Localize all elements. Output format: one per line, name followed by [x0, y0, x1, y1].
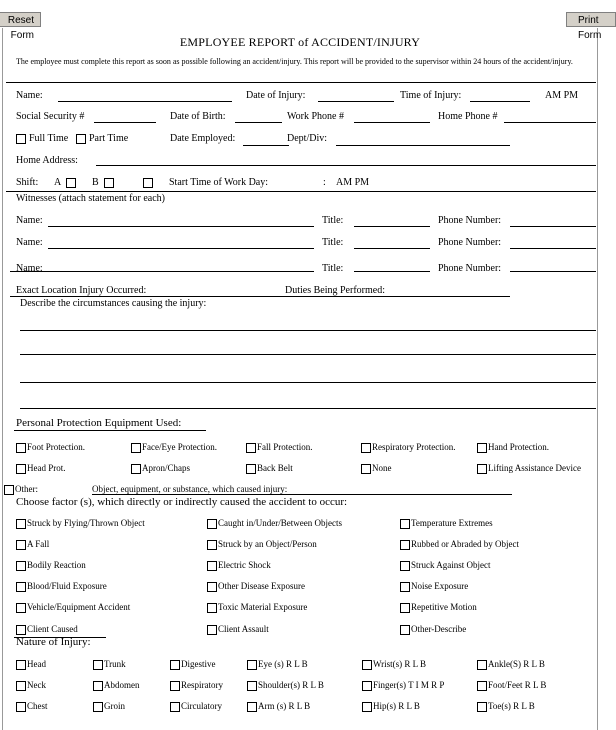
ppe-none-label: None — [372, 463, 392, 473]
factor-blood-fluid-exposure-label: Blood/Fluid Exposure — [27, 581, 107, 591]
reset-form-button[interactable]: Reset Form — [0, 12, 41, 27]
factor-toxic-material-exposure-label: Toxic Material Exposure — [218, 602, 308, 612]
home-address-field[interactable] — [96, 165, 596, 166]
nature-trunk-label: Trunk — [104, 659, 126, 669]
ppe-none-checkbox[interactable] — [361, 464, 371, 474]
exact-location-label: Exact Location Injury Occurred: — [16, 285, 147, 296]
ppe-other-field[interactable] — [92, 494, 512, 495]
factor-client-caused-checkbox[interactable] — [16, 625, 26, 635]
section-divider — [6, 191, 596, 192]
nature-shoulder-s-r-l-b-label: Shoulder(s) R L B — [258, 680, 324, 690]
ppe-apron-checkbox[interactable] — [131, 464, 141, 474]
witness-3-phone-field[interactable] — [510, 271, 596, 272]
print-form-button[interactable]: Print Form — [566, 12, 616, 27]
shift-a-label: A — [54, 177, 62, 188]
nature-digestive-checkbox[interactable] — [170, 660, 180, 670]
nature-arm-s-r-l-b-label: Arm (s) R L B — [258, 701, 311, 711]
witnesses-header: Witnesses (attach statement for each) — [16, 193, 165, 204]
factor-temperature-extremes-checkbox[interactable] — [400, 519, 410, 529]
nature-foot-feet-r-l-b-label: Foot/Feet R L B — [488, 680, 547, 690]
nature-toe-s-r-l-b-label: Toe(s) R L B — [488, 701, 535, 711]
nature-wrist-s-r-l-b-checkbox[interactable] — [362, 660, 372, 670]
factor-noise-exposure-label: Noise Exposure — [411, 581, 469, 591]
shift-a-checkbox[interactable] — [66, 178, 76, 188]
start-time-am-pm: AM PM — [336, 177, 370, 188]
witness-2-title-label: Title: — [322, 237, 344, 248]
factor-caught-in-under-between-objects-label: Caught in/Under/Between Objects — [218, 518, 342, 528]
nature-arm-s-r-l-b-checkbox[interactable] — [247, 702, 257, 712]
witness-2-name-label: Name: — [16, 237, 43, 248]
factor-client-assault-label: Client Assault — [218, 624, 269, 634]
ppe-back-belt-checkbox[interactable] — [246, 464, 256, 474]
form-border-left — [2, 28, 3, 730]
ppe-hand-checkbox[interactable] — [477, 443, 487, 453]
ppe-back-belt-label: Back Belt — [257, 463, 293, 473]
nature-header: Nature of Injury: — [16, 636, 91, 648]
nature-toe-s-r-l-b-checkbox[interactable] — [477, 702, 487, 712]
describe-line-2[interactable] — [20, 354, 596, 355]
ppe-other-label: Other: — [15, 484, 38, 494]
factor-struck-by-an-object-person-checkbox[interactable] — [207, 540, 217, 550]
shift-b-label: B — [92, 177, 99, 188]
date-of-injury-field[interactable] — [318, 101, 394, 102]
ppe-face-eye-label: Face/Eye Protection. — [142, 442, 217, 452]
factor-bodily-reaction-checkbox[interactable] — [16, 561, 26, 571]
factor-struck-against-object-checkbox[interactable] — [400, 561, 410, 571]
start-time-label: Start Time of Work Day: — [169, 177, 269, 188]
ppe-other-checkbox[interactable] — [4, 485, 14, 495]
factor-other-disease-exposure-label: Other Disease Exposure — [218, 581, 305, 591]
witness-3-title-label: Title: — [322, 263, 344, 274]
factor-struck-by-an-object-person-label: Struck by an Object/Person — [218, 539, 317, 549]
nature-respiratory-checkbox[interactable] — [170, 681, 180, 691]
describe-line-1[interactable] — [20, 330, 596, 331]
factor-other-disease-exposure-checkbox[interactable] — [207, 582, 217, 592]
nature-respiratory-label: Respiratory — [181, 680, 223, 690]
work-phone-label: Work Phone # — [287, 111, 344, 122]
ppe-face-eye-checkbox[interactable] — [131, 443, 141, 453]
witness-1-phone-field[interactable] — [510, 226, 596, 227]
part-time-label: Part Time — [89, 133, 129, 144]
nature-head-label: Head — [27, 659, 46, 669]
ppe-foot-checkbox[interactable] — [16, 443, 26, 453]
ppe-head-label: Head Prot. — [27, 463, 66, 473]
nature-digestive-label: Digestive — [181, 659, 216, 669]
dob-field[interactable] — [235, 122, 282, 123]
factor-blood-fluid-exposure-checkbox[interactable] — [16, 582, 26, 592]
date-of-injury-label: Date of Injury: — [246, 90, 306, 101]
shift-b-checkbox[interactable] — [104, 178, 114, 188]
nature-eye-s-r-l-b-label: Eye (s) R L B — [258, 659, 308, 669]
factor-bodily-reaction-label: Bodily Reaction — [27, 560, 86, 570]
describe-label: Describe the circumstances causing the injury: — [20, 298, 207, 309]
ppe-other-description: Object, equipment, or substance, which caused injury: — [92, 484, 288, 494]
full-time-label: Full Time — [29, 133, 69, 144]
nature-ankle-s-r-l-b-checkbox[interactable] — [477, 660, 487, 670]
factor-electric-shock-label: Electric Shock — [218, 560, 271, 570]
form-border-right — [597, 28, 598, 730]
section-divider — [10, 296, 510, 297]
factor-vehicle-equipment-accident-checkbox[interactable] — [16, 603, 26, 613]
factor-struck-against-object-label: Struck Against Object — [411, 560, 491, 570]
dept-field[interactable] — [336, 145, 510, 146]
work-phone-field[interactable] — [354, 122, 430, 123]
factor-caught-in-under-between-objects-checkbox[interactable] — [207, 519, 217, 529]
nature-chest-label: Chest — [27, 701, 48, 711]
shift-c-checkbox[interactable] — [143, 178, 153, 188]
ppe-head-checkbox[interactable] — [16, 464, 26, 474]
nature-circulatory-checkbox[interactable] — [170, 702, 180, 712]
factor-other-describe-checkbox[interactable] — [400, 625, 410, 635]
witness-3-title-field[interactable] — [354, 271, 430, 272]
factor-other-describe-label: Other-Describe — [411, 624, 467, 634]
witness-1-title-field[interactable] — [354, 226, 430, 227]
witness-2-phone-label: Phone Number: — [438, 237, 502, 248]
factor-a-fall-label: A Fall — [27, 539, 50, 549]
ppe-fall-label: Fall Protection. — [257, 442, 313, 452]
nature-foot-feet-r-l-b-checkbox[interactable] — [477, 681, 487, 691]
duties-label: Duties Being Performed: — [285, 285, 385, 296]
factor-vehicle-equipment-accident-label: Vehicle/Equipment Accident — [27, 602, 131, 612]
witness-3-name-field[interactable] — [10, 271, 314, 272]
nature-shoulder-s-r-l-b-checkbox[interactable] — [247, 681, 257, 691]
nature-abdomen-checkbox[interactable] — [93, 681, 103, 691]
nature-finger-s-t-i-m-r-p-label: Finger(s) T I M R P — [373, 680, 445, 690]
dept-label: Dept/Div: — [287, 133, 327, 144]
witness-3-name-label: Name: — [16, 263, 43, 274]
nature-ankle-s-r-l-b-label: Ankle(S) R L B — [488, 659, 545, 669]
witness-3-phone-label: Phone Number: — [438, 263, 502, 274]
ppe-hand-label: Hand Protection. — [488, 442, 549, 452]
factor-electric-shock-checkbox[interactable] — [207, 561, 217, 571]
factors-header: Choose factor (s), which directly or indirectly caused the accident to occur: — [16, 496, 348, 508]
home-address-label: Home Address: — [16, 155, 78, 166]
factor-client-assault-checkbox[interactable] — [207, 625, 217, 635]
ppe-respiratory-checkbox[interactable] — [361, 443, 371, 453]
describe-line-4[interactable] — [20, 408, 596, 409]
nature-head-checkbox[interactable] — [16, 660, 26, 670]
ppe-foot-label: Foot Protection. — [27, 442, 85, 452]
ppe-lifting-label: Lifting Assistance Device — [488, 463, 581, 473]
nature-groin-label: Groin — [104, 701, 125, 711]
factor-temperature-extremes-label: Temperature Extremes — [411, 518, 493, 528]
nature-finger-s-t-i-m-r-p-checkbox[interactable] — [362, 681, 372, 691]
factor-rubbed-or-abraded-by-object-label: Rubbed or Abraded by Object — [411, 539, 519, 549]
witness-2-title-field[interactable] — [354, 248, 430, 249]
witness-1-name-field[interactable] — [48, 226, 314, 227]
witness-2-name-field[interactable] — [48, 248, 314, 249]
nature-wrist-s-r-l-b-label: Wrist(s) R L B — [373, 659, 427, 669]
ppe-fall-checkbox[interactable] — [246, 443, 256, 453]
nature-eye-s-r-l-b-checkbox[interactable] — [247, 660, 257, 670]
nature-abdomen-label: Abdomen — [104, 680, 140, 690]
ppe-apron-label: Apron/Chaps — [142, 463, 190, 473]
ppe-respiratory-label: Respiratory Protection. — [372, 442, 456, 452]
dob-label: Date of Birth: — [170, 111, 226, 122]
home-phone-label: Home Phone # — [438, 111, 498, 122]
factor-repetitive-motion-label: Repetitive Motion — [411, 602, 477, 612]
name-label: Name: — [16, 90, 43, 101]
factor-noise-exposure-checkbox[interactable] — [400, 582, 410, 592]
nature-hip-s-r-l-b-label: Hip(s) R L B — [373, 701, 420, 711]
name-field[interactable] — [58, 101, 232, 102]
date-employed-field[interactable] — [243, 145, 289, 146]
shift-label: Shift: — [16, 177, 39, 188]
witness-1-title-label: Title: — [322, 215, 344, 226]
nature-groin-checkbox[interactable] — [93, 702, 103, 712]
factor-repetitive-motion-checkbox[interactable] — [400, 603, 410, 613]
ppe-lifting-checkbox[interactable] — [477, 464, 487, 474]
factor-a-fall-checkbox[interactable] — [16, 540, 26, 550]
factor-rubbed-or-abraded-by-object-checkbox[interactable] — [400, 540, 410, 550]
describe-line-3[interactable] — [20, 382, 596, 383]
time-of-injury-label: Time of Injury: — [400, 90, 462, 101]
part-time-checkbox[interactable] — [76, 134, 86, 144]
nature-neck-label: Neck — [27, 680, 46, 690]
intro-text: The employee must complete this report as soon as possible following an accident/injury. This report will be provided to the supervisor within 24 hours of the accident/injury. — [16, 57, 573, 66]
full-time-checkbox[interactable] — [16, 134, 26, 144]
factor-client-caused-label: Client Caused — [27, 624, 78, 634]
am-pm-label: AM PM — [545, 90, 579, 101]
nature-circulatory-label: Circulatory — [181, 701, 222, 711]
form-title: EMPLOYEE REPORT of ACCIDENT/INJURY — [179, 35, 421, 49]
factor-struck-by-flying-thrown-object-checkbox[interactable] — [16, 519, 26, 529]
nature-trunk-checkbox[interactable] — [93, 660, 103, 670]
factor-struck-by-flying-thrown-object-label: Struck by Flying/Thrown Object — [27, 518, 145, 528]
witness-1-phone-label: Phone Number: — [438, 215, 502, 226]
section-divider — [14, 430, 206, 431]
start-time-colon: : — [323, 177, 326, 188]
date-employed-label: Date Employed: — [170, 133, 236, 144]
nature-neck-checkbox[interactable] — [16, 681, 26, 691]
witness-1-name-label: Name: — [16, 215, 43, 226]
time-of-injury-field[interactable] — [470, 101, 530, 102]
witness-2-phone-field[interactable] — [510, 248, 596, 249]
nature-chest-checkbox[interactable] — [16, 702, 26, 712]
ssn-field[interactable] — [94, 122, 156, 123]
ppe-header: Personal Protection Equipment Used: — [16, 417, 182, 429]
section-divider — [6, 82, 596, 83]
nature-hip-s-r-l-b-checkbox[interactable] — [362, 702, 372, 712]
factor-toxic-material-exposure-checkbox[interactable] — [207, 603, 217, 613]
home-phone-field[interactable] — [504, 122, 596, 123]
ssn-label: Social Security # — [16, 111, 85, 122]
